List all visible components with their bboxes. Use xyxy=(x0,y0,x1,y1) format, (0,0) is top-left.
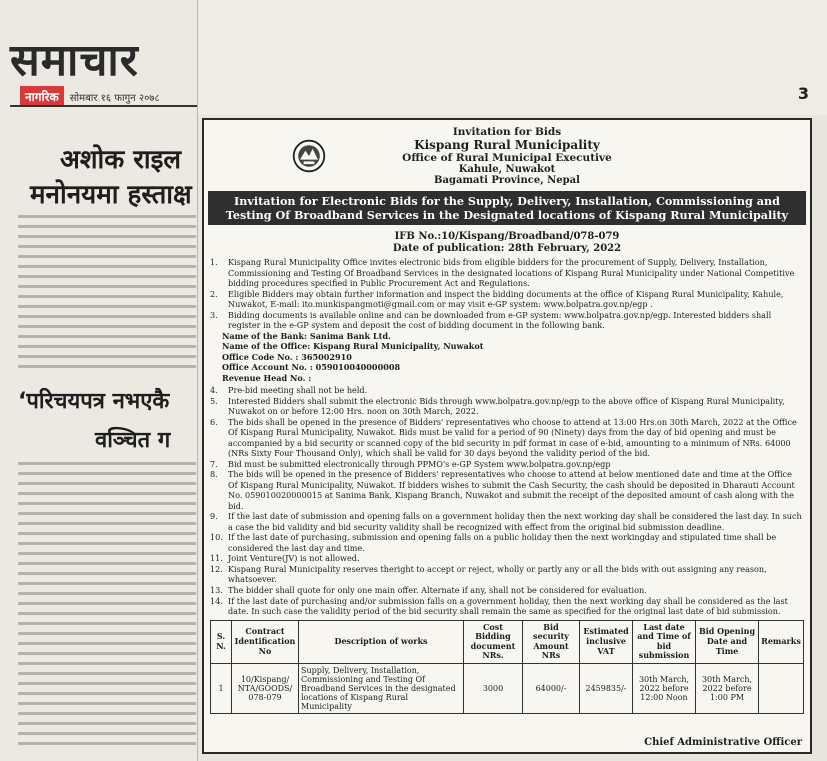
bank-name: Name of the Bank: Sanima Bank Ltd. xyxy=(222,330,391,341)
newspaper-date: सोमबार १६ फागुन २०७८ xyxy=(69,92,160,104)
notice-item: 6. The bids shall be opened in the presence of Bidders' representatives who choose to attend at 13:00 Hrs.on 30th March, 2022 at the Office Of Kispang Rural Municipality, Nuwakot. Bids must be valid for a period of 90 (Ninety) days from the day of bid opening and must be accompanied by a bid security or scanned copy of the bid security in pdf format in case of e-bid, amounting to a minimum of NRs. 64000 (NRs Sixty Four Thousand Only), which shall be valid for 30 days beyond the validity period of the bid. xyxy=(210,416,797,459)
cell-doc-cost: 3000 xyxy=(464,663,523,713)
article-body-1 xyxy=(18,208,196,368)
col-sn: S. N. xyxy=(211,620,232,663)
notice-province: Bagamati Province, Nepal xyxy=(434,175,580,186)
newspaper-tag: नागरिक xyxy=(20,86,64,107)
article-headline-1: अशोक राइल xyxy=(60,145,182,175)
col-contract-id: Contract Identification No xyxy=(232,620,299,663)
notice-item: 7. Bid must be submitted electronically through PPMO's e-GP System www.bolpatra.gov.np/egp xyxy=(210,458,611,469)
cell-last-date: 30th March, 2022 before 12:00 Noon xyxy=(633,663,696,713)
article-body-2 xyxy=(18,455,196,745)
notice-location: Kahule, Nuwakot xyxy=(458,164,556,175)
signoff: Chief Administrative Officer xyxy=(644,737,802,748)
bank-office-code: Office Code No. : 365002910 xyxy=(222,351,352,362)
newspaper-left-column xyxy=(0,0,198,761)
col-remarks: Remarks xyxy=(759,620,804,663)
col-opening: Bid Opening Date and Time xyxy=(696,620,759,663)
col-description: Description of works xyxy=(299,620,464,663)
notice-item: 9. If the last date of submission and opening falls on a government holiday then the next working day shall be considered the last day. In such a case the bid validity and bid security validity shall be recognized with effect from the original bid submission deadline. xyxy=(210,511,802,532)
cell-remarks xyxy=(759,663,804,713)
notice-item: 8. The bids will be opened in the presence of Bidders' representatives who choose to attend at below mentioned date and time at the Office Of Kispang Rural Municipality, Nuwakot. If bidders wishes to submit the Cash Security, the cash should be deposited in Dharauti Account No. 059010020000015 at Sanima Bank, Kispang Branch, Nuwakot and submit the receipt of the deposited amount of cash along with the bid. xyxy=(210,469,795,511)
notice-item: 14. If the last date of purchasing and/or submission falls on a government holiday, then the next working day shall be considered as the last date. In such case the validity period of the bid security shall remain the same as specified for the original last date of bid submission. xyxy=(210,595,788,617)
cell-bid-security: 64000/- xyxy=(523,663,580,713)
cell-description: Supply, Delivery, Installation, Commissioning and Testing Of Broadband Services in the designated locations of Kispang Rural Municipality xyxy=(299,663,464,713)
notice-item: 12. Kispang Rural Municipality reserves theright to accept or reject, wholly or partly any or all the bids with out assigning any reason, whatsoever. xyxy=(210,563,767,585)
table-header-row xyxy=(211,620,804,663)
ifb-block xyxy=(204,231,810,255)
notice-item: 13. The bidder shall quote for only one main offer. Alternate if any, shall not be considered for evaluation. xyxy=(210,584,647,595)
bid-table xyxy=(210,620,804,714)
masthead-rule xyxy=(10,105,198,107)
article-headline-2: मनोनयमा हस्ताक्ष xyxy=(30,180,192,210)
notice-title: Invitation for Bids xyxy=(452,126,562,138)
publication-date: Date of publication: 28th February, 2022 xyxy=(392,243,622,254)
article-headline-4: वञ्चित ग xyxy=(95,428,171,453)
bid-notice xyxy=(202,118,812,754)
newspaper-masthead: समाचार xyxy=(10,35,139,86)
masthead-subline xyxy=(20,86,160,107)
page-number: 3 xyxy=(797,84,809,103)
ifb-number: IFB No.:10/Kispang/Broadband/078-079 xyxy=(394,231,620,242)
col-last-date: Last date and Time of bid submission xyxy=(633,620,696,663)
notice-org: Kispang Rural Municipality xyxy=(414,138,600,152)
notice-items-continued xyxy=(210,385,804,616)
bank-office: Name of the Office: Kispang Rural Municipality, Nuwakot xyxy=(222,341,484,352)
newspaper-top-strip xyxy=(198,0,827,115)
table-row xyxy=(211,663,804,713)
notice-item: 11. Joint Venture(JV) is not allowed. xyxy=(210,553,360,564)
bank-revenue-head: Revenue Head No. : xyxy=(222,372,312,383)
notice-item: 1. Kispang Rural Municipality Office invites electronic bids from eligible bidders for the procurement of Supply, Delivery, Installation, Commissioning and Testing Of Broadband Services in the designated locations of Kispang Rural Municipality under National Competitive bidding procedures specified in Public Procurement Act and Regulations. xyxy=(210,257,795,289)
nepal-emblem-icon xyxy=(291,138,327,174)
col-doc-cost: Cost Bidding document NRs. xyxy=(464,620,523,663)
notice-item: 2. Eligible Bidders may obtain further information and inspect the bidding documents at the office of Kispang Rural Municipality, Kahule, Nuwakot, E-mail: ito.munkispangmoti@gmail.com or may visit e-GP system: www.bolpatra.gov.np/egp . xyxy=(210,288,784,310)
col-bid-security: Bid security Amount NRs xyxy=(523,620,580,663)
bank-account: Office Account No. : 059010040000008 xyxy=(222,362,401,373)
article-headline-3: ‘परिचयपत्र नभएकै xyxy=(18,389,170,414)
notice-item: 10. If the last date of purchasing, submission and opening falls on a public holiday then the next workingday and stipulated time shall be considered the last day and time. xyxy=(210,532,777,553)
col-estimate: Estimated inclusive VAT xyxy=(580,620,633,663)
cell-contract-id: 10/Kispang/ NTA/GOODS/ 078-079 xyxy=(232,663,299,713)
notice-item: 4. Pre-bid meeting shall not be held. xyxy=(210,385,368,396)
cell-estimate: 2459835/- xyxy=(580,663,633,713)
notice-item: 3. Bidding documents is available online and can be downloaded from e-GP system: www.bolpatra.gov.np/egp. Interested bidders shall register in the e-GP system and deposit the cost of bidding document in the following bank. xyxy=(210,309,772,331)
bank-details xyxy=(204,331,810,384)
cell-sn: 1 xyxy=(211,663,232,713)
notice-items xyxy=(210,257,804,331)
notice-item: 5. Interested Bidders shall submit the electronic Bids through www.bolpatra.gov.np/egp to the above office of Kispang Rural Municipality, Nuwakot on or before 12:00 Hrs. noon on 30th March, 2022. xyxy=(210,395,785,417)
notice-banner: Invitation for Electronic Bids for the Supply, Delivery, Installation, Commissioning and Testing Of Broadband Services in the Designated locations of Kispang Rural Municipality xyxy=(208,191,806,225)
notice-office: Office of Rural Municipal Executive xyxy=(402,152,612,164)
cell-opening: 30th March, 2022 before 1:00 PM xyxy=(696,663,759,713)
